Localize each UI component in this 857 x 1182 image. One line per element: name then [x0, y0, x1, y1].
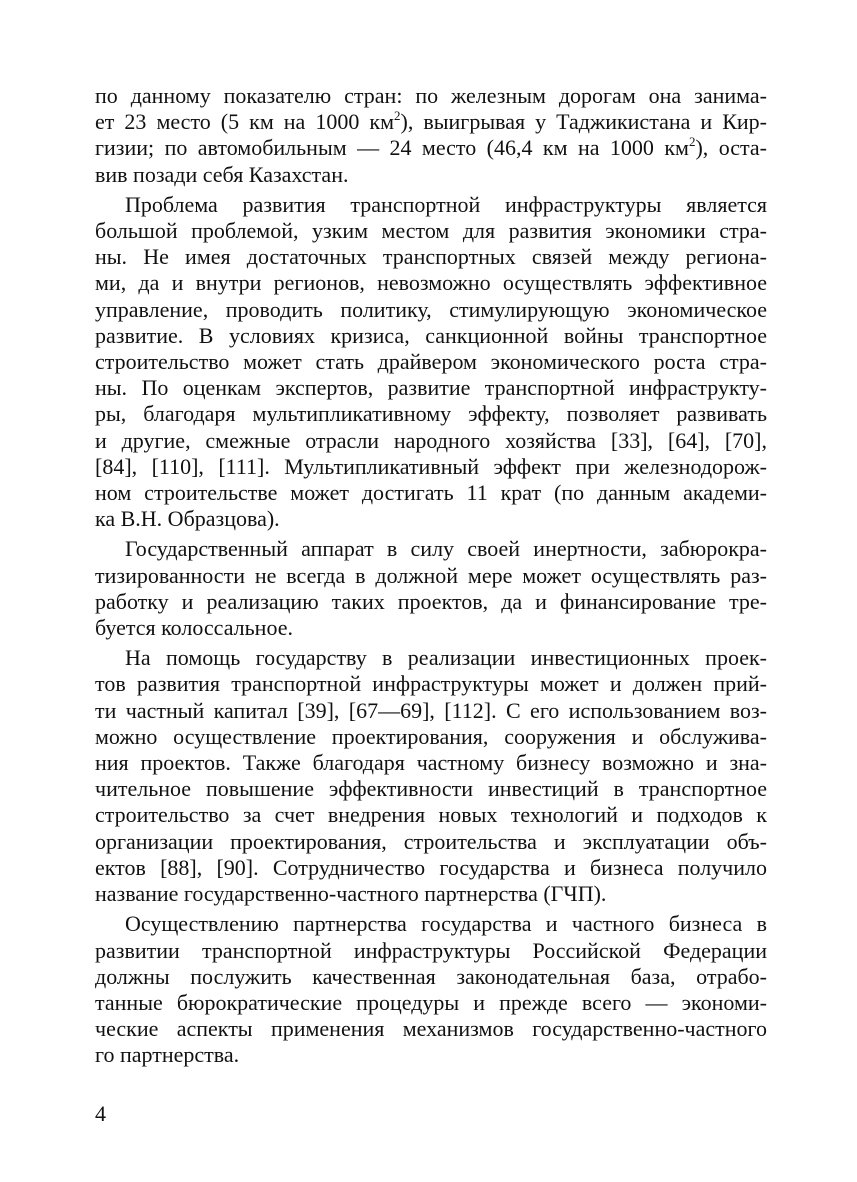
- text-line: [95, 911, 767, 937]
- text-line: [95, 645, 767, 671]
- text-line: [95, 323, 767, 349]
- text-segment: ), оста-: [695, 135, 767, 161]
- text-line: [95, 964, 767, 990]
- text-segment: управление, проводить политику, стимулирующую экономическое: [95, 296, 767, 322]
- text-segment: ны. Не имея достаточных транспортных связей между региона-: [95, 244, 767, 270]
- text-segment: развитие. В условиях кризиса, санкционной войны транспортное: [95, 322, 767, 348]
- text-line: [95, 563, 767, 589]
- text-line: [95, 244, 767, 270]
- text-segment: го партнерства.: [95, 1042, 240, 1068]
- text-line: [95, 428, 767, 454]
- text-line: [95, 881, 767, 907]
- text-line: [95, 750, 767, 776]
- text-line: [95, 401, 767, 427]
- text-line: [95, 671, 767, 697]
- text-segment: развитии транспортной инфраструктуры Российской Федерации: [95, 937, 767, 963]
- text-line: [95, 724, 767, 750]
- text-line: [95, 802, 767, 828]
- text-segment: ны. По оценкам экспертов, развитие транспортной инфраструкту-: [95, 375, 767, 401]
- paragraph: [95, 536, 767, 641]
- text-segment: название государственно-частного партнерства (ГЧП).: [95, 881, 607, 907]
- text-segment: [84], [110], [111]. Мультипликативный эффект при железнодорож-: [95, 453, 767, 479]
- text-segment: большой проблемой, узким местом для развития экономики стра-: [95, 218, 767, 244]
- text-line: [95, 218, 767, 244]
- text-line: [95, 162, 767, 188]
- text-line: [95, 536, 767, 562]
- text-line: [95, 349, 767, 375]
- page-body: [95, 83, 767, 1073]
- text-line: [95, 776, 767, 802]
- text-segment: строительство может стать драйвером экономического роста стра-: [95, 349, 767, 375]
- paragraph: [95, 83, 767, 188]
- text-segment: организации проектирования, строительства и эксплуатации объ-: [95, 828, 767, 854]
- text-segment: можно осуществление проектирования, сооружения и обслужива-: [95, 723, 767, 749]
- text-line: [95, 270, 767, 296]
- text-segment: должны послужить качественная законодательная база, отрабо-: [95, 963, 767, 989]
- text-line: [95, 297, 767, 323]
- text-segment: строительство за счет внедрения новых технологий и подходов к: [95, 802, 767, 828]
- text-segment: ти частный капитал [39], [67—69], [112]. С его использованием воз-: [95, 697, 767, 723]
- text-line: [95, 375, 767, 401]
- text-segment: тов развития транспортной инфраструктуры может и должен прий-: [95, 671, 767, 697]
- text-line: [95, 192, 767, 218]
- text-line: [95, 1016, 767, 1042]
- superscript: 2: [394, 107, 401, 123]
- text-line: [95, 615, 767, 641]
- text-line: [95, 1042, 767, 1068]
- text-line: [95, 698, 767, 724]
- text-segment: ми, да и внутри регионов, невозможно осуществлять эффективное: [95, 270, 767, 296]
- text-segment: тизированности не всегда в должной мере может осуществлять раз-: [95, 562, 767, 588]
- text-line: [95, 589, 767, 615]
- text-line: [95, 990, 767, 1016]
- text-segment: и другие, смежные отрасли народного хозяйства [33], [64], [70],: [95, 427, 767, 453]
- text-segment: ектов [88], [90]. Сотрудничество государства и бизнеса получило: [95, 854, 767, 880]
- text-segment: танные бюрократические процедуры и прежде всего — экономи-: [95, 989, 767, 1015]
- text-segment: ном строительстве может достигать 11 крат (по данным академи-: [95, 480, 767, 506]
- text-segment: ка В.Н. Образцова).: [95, 506, 280, 532]
- text-segment: работку и реализацию таких проектов, да и финансирование тре-: [95, 588, 767, 614]
- text-segment: гизии; по автомобильным — 24 место (46,4 км на 1000 км: [95, 135, 689, 161]
- text-segment: ), выигрывая у Таджикистана и Кир-: [400, 109, 767, 135]
- text-line: [95, 454, 767, 480]
- paragraph: [95, 645, 767, 907]
- text-line: [95, 480, 767, 506]
- text-segment: ет 23 место (5 км на 1000 км: [95, 109, 394, 135]
- text-segment: по данному показателю стран: по железным дорогам она занима-: [95, 83, 767, 108]
- text-line: [95, 83, 767, 109]
- page-number: 4: [95, 1101, 106, 1126]
- text-line: [95, 135, 767, 161]
- text-segment: Проблема развития транспортной инфраструктуры является: [125, 191, 767, 217]
- text-segment: На помощь государству в реализации инвестиционных проек-: [125, 645, 767, 671]
- text-segment: ры, благодаря мультипликативному эффекту, позволяет развивать: [95, 401, 767, 427]
- text-segment: буется колоссальное.: [95, 615, 293, 641]
- text-segment: вив позади себя Казахстан.: [95, 161, 349, 187]
- text-segment: Государственный аппарат в силу своей инертности, забюрокра-: [125, 536, 767, 562]
- text-line: [95, 109, 767, 135]
- text-segment: ния проектов. Также благодаря частному бизнесу возможно и зна-: [95, 750, 767, 776]
- text-line: [95, 938, 767, 964]
- text-segment: чительное повышение эффективности инвестиций в транспортное: [95, 776, 767, 802]
- text-segment: ческие аспекты применения механизмов государственно-частного: [95, 1016, 767, 1042]
- text-line: [95, 829, 767, 855]
- superscript: 2: [688, 134, 696, 150]
- text-line: [95, 855, 767, 881]
- text-line: [95, 506, 767, 532]
- paragraph: [95, 192, 767, 533]
- text-segment: Осуществлению партнерства государства и частного бизнеса в: [125, 911, 767, 937]
- paragraph: [95, 911, 767, 1068]
